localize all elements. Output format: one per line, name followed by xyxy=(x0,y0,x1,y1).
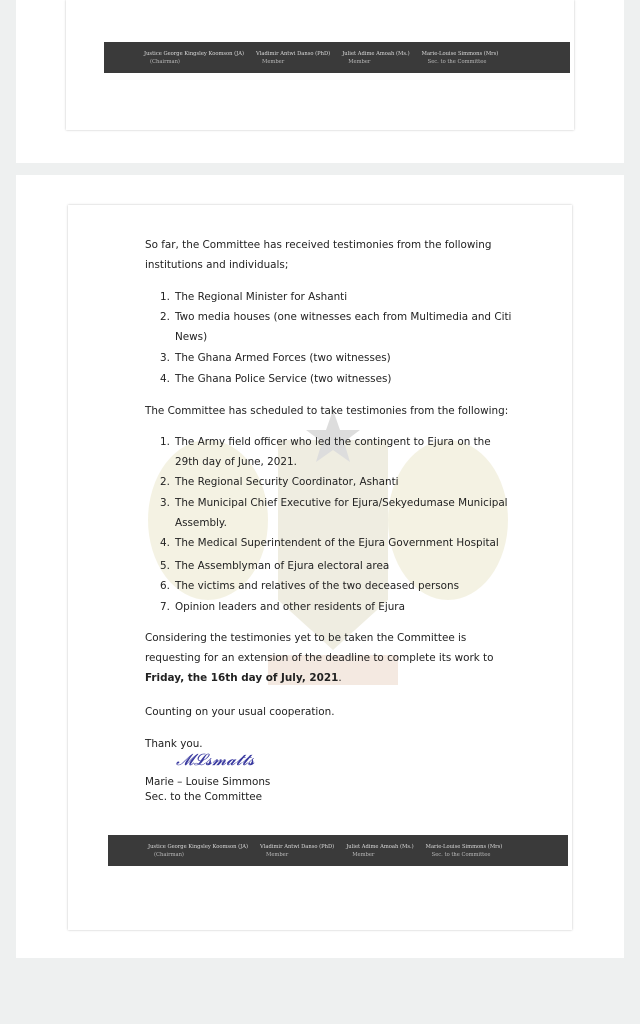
list-number: 1. xyxy=(160,436,170,448)
request-paragraph: Considering the testimonies yet to be taken the Committee is requesting for an extension of the deadline to complete its work to Friday, the 16th day of July, 2021. xyxy=(145,632,494,684)
footer-member xyxy=(256,50,330,66)
list-item xyxy=(160,432,512,472)
scheduled-intro: The Committee has scheduled to take testimonies from the following: xyxy=(145,405,509,417)
cooperation-text: Counting on your usual cooperation. xyxy=(145,706,335,718)
list-number: 6. xyxy=(160,580,170,592)
list-number: 2. xyxy=(160,476,170,488)
member-role: Sec. to the Committee xyxy=(427,58,487,65)
thanks-text: Thank you. xyxy=(145,738,203,750)
member-role: Member xyxy=(266,851,289,858)
list-text: The Regional Security Coordinator, Ashanti xyxy=(175,476,399,488)
intro-paragraph: So far, the Committee has received testimonies from the following institutions and individuals; xyxy=(145,239,492,271)
list-text: The Assemblyman of Ejura electoral area xyxy=(175,560,390,572)
list-item xyxy=(160,556,512,576)
list-number: 7. xyxy=(160,601,170,613)
list-item xyxy=(160,576,512,596)
list-number: 2. xyxy=(160,311,170,323)
page-1 xyxy=(66,0,574,130)
list-text: The Ghana Police Service (two witnesses) xyxy=(175,373,392,385)
list-text: The Medical Superintendent of the Ejura Government Hospital xyxy=(175,537,499,549)
signer-title: Sec. to the Committee xyxy=(145,791,263,803)
member-name: Juliet Adime Amoah (Ms.) xyxy=(346,843,414,850)
list-text: The Municipal Chief Executive for Ejura/Sekyedumase Municipal Assembly. xyxy=(175,497,508,529)
page-2-card xyxy=(16,175,624,958)
list-text: The Regional Minister for Ashanti xyxy=(175,291,348,303)
list-number: 5. xyxy=(160,560,170,572)
list-text: The Ghana Armed Forces (two witnesses) xyxy=(175,352,391,364)
list-text: Two media houses (one witnesses each from Multimedia and Citi News) xyxy=(175,311,512,343)
member-name: Vladimir Antwi Danso (PhD) xyxy=(256,50,331,57)
footer-member xyxy=(148,843,248,859)
member-name: Marie-Louise Simmons (Mrs) xyxy=(421,50,499,57)
footer-member xyxy=(422,50,499,66)
signer-name: Marie – Louise Simmons xyxy=(145,776,271,788)
footer-member xyxy=(144,50,244,66)
member-role: Sec. to the Committee xyxy=(431,851,491,858)
list-number: 3. xyxy=(160,352,170,364)
footer-bar xyxy=(104,42,570,73)
member-name: Marie-Louise Simmons (Mrs) xyxy=(425,843,503,850)
signature: 𝓜𝓛𝓼𝓶𝓪𝓽𝓽𝓼 xyxy=(176,750,255,769)
list-text: The victims and relatives of the two deceased persons xyxy=(175,580,460,592)
footer-member xyxy=(346,843,413,859)
list-item xyxy=(160,597,512,617)
deadline-date: Friday, the 16th day of July, 2021 xyxy=(145,672,339,684)
list-item xyxy=(160,472,512,492)
member-role: (Chairman) xyxy=(150,58,180,65)
member-role: Member xyxy=(352,851,375,858)
list-item xyxy=(160,287,512,307)
list-text: Opinion leaders and other residents of Ejura xyxy=(175,601,405,613)
list-number: 4. xyxy=(160,373,170,385)
list-item xyxy=(160,369,512,389)
footer-bar xyxy=(108,835,568,866)
member-name: Vladimir Antwi Danso (PhD) xyxy=(260,843,335,850)
member-role: (Chairman) xyxy=(154,851,184,858)
member-role: Member xyxy=(262,58,285,65)
page-1-card xyxy=(16,0,624,163)
footer-member xyxy=(342,50,409,66)
list-text: The Army field officer who led the contingent to Ejura on the 29th day of June, 2021. xyxy=(175,436,491,468)
list-number: 1. xyxy=(160,291,170,303)
list-item xyxy=(160,493,512,533)
member-name: Justice George Kingsley Koomson (JA) xyxy=(148,843,249,850)
footer-member xyxy=(260,843,334,859)
list-item xyxy=(160,307,512,347)
member-name: Justice George Kingsley Koomson (JA) xyxy=(144,50,245,57)
page-2 xyxy=(68,205,572,930)
list-number: 4. xyxy=(160,537,170,549)
list-number: 3. xyxy=(160,497,170,509)
member-name: Juliet Adime Amoah (Ms.) xyxy=(342,50,410,57)
list-item xyxy=(160,348,512,368)
list-item xyxy=(160,533,512,553)
footer-member xyxy=(426,843,503,859)
member-role: Member xyxy=(348,58,371,65)
